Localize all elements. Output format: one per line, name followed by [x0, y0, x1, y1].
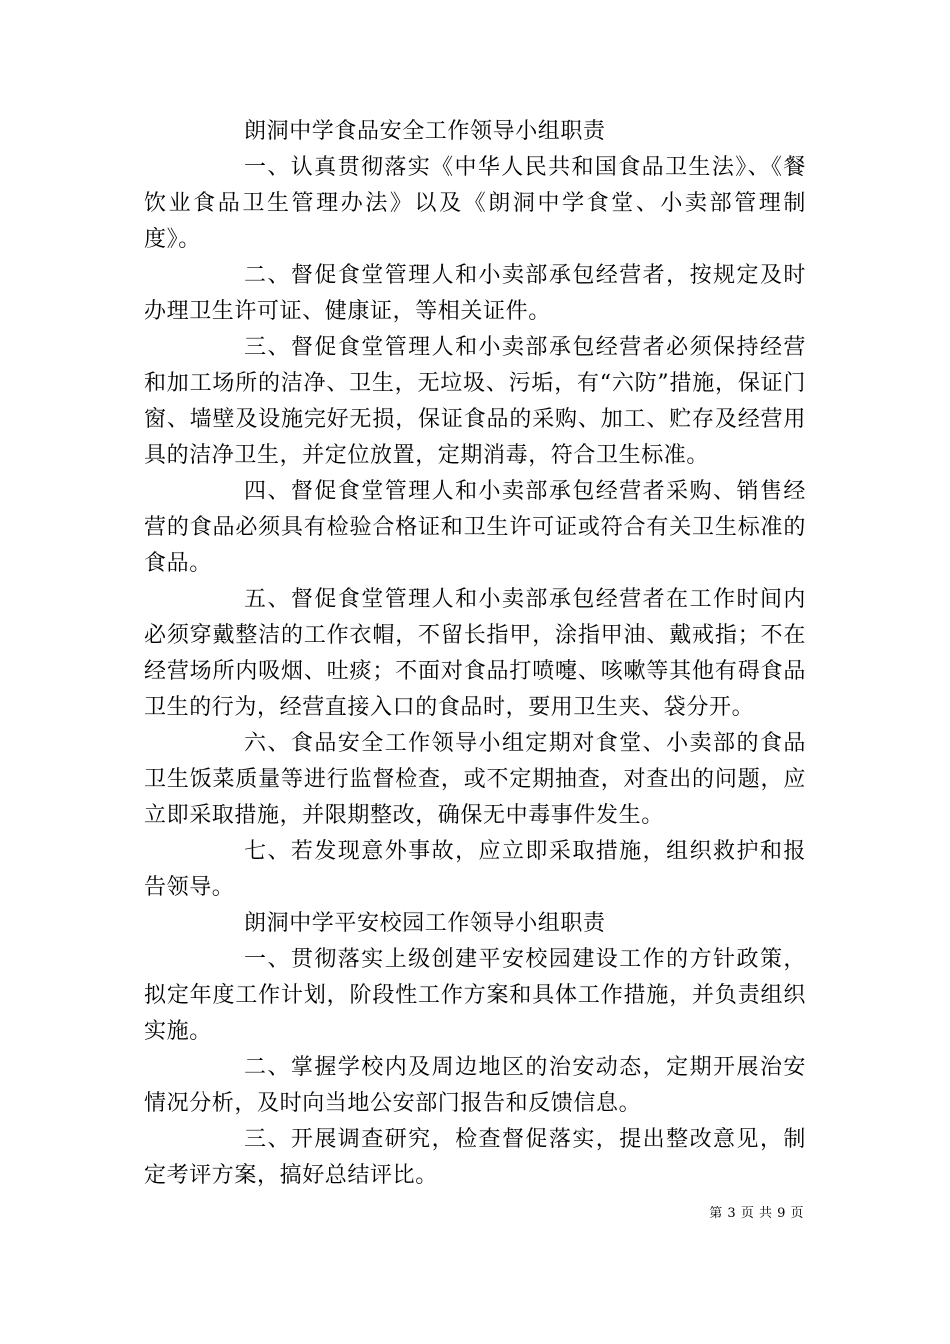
section-heading-food-safety: 朗洞中学食品安全工作领导小组职责 [244, 119, 606, 144]
paragraph: 二、督促食堂管理人和小卖部承包经营者，按规定及时办理卫生许可证、健康证，等相关证件。 [144, 263, 806, 324]
paragraph: 七、若发现意外事故，应立即采取措施，组织救护和报告领导。 [144, 839, 806, 900]
paragraph: 四、督促食堂管理人和小卖部承包经营者采购、销售经营的食品必须具有检验合格证和卫生许可证或符合有关卫生标准的食品。 [144, 479, 806, 576]
paragraph: 六、食品安全工作领导小组定期对食堂、小卖部的食品卫生饭菜质量等进行监督检查，或不定期抽查，对查出的问题，应立即采取措施，并限期整改，确保无中毒事件发生。 [144, 731, 806, 828]
paragraph: 三、督促食堂管理人和小卖部承包经营者必须保持经营和加工场所的洁净、卫生，无垃圾、污垢，有“六防”措施，保证门窗、墙壁及设施完好无损，保证食品的采购、加工、贮存及经营用具的洁净卫生，并定位放置，定期消毒，符合卫生标准。 [144, 335, 806, 468]
paragraph: 一、认真贯彻落实《中华人民共和国食品卫生法》、《餐饮业食品卫生管理办法》以及《朗洞中学食堂、小卖部管理制度》。 [144, 155, 806, 252]
paragraph: 三、开展调查研究，检查督促落实，提出整改意见，制定考评方案，搞好总结评比。 [144, 1127, 806, 1188]
paragraph: 五、督促食堂管理人和小卖部承包经营者在工作时间内必须穿戴整洁的工作衣帽，不留长指甲，涂指甲油、戴戒指；不在经营场所内吸烟、吐痰；不面对食品打喷嚏、咳嗽等其他有碍食品卫生的行为，经营直接入口的食品时，要用卫生夹、袋分开。 [144, 587, 806, 720]
section-heading-safe-campus: 朗洞中学平安校园工作领导小组职责 [244, 911, 606, 936]
paragraph: 二、掌握学校内及周边地区的治安动态，定期开展治安情况分析，及时向当地公安部门报告和反馈信息。 [144, 1055, 806, 1116]
page-number: 第 3 页 共 9 页 [709, 1206, 804, 1221]
paragraph: 一、贯彻落实上级创建平安校园建设工作的方针政策，拟定年度工作计划，阶段性工作方案和具体工作措施，并负责组织实施。 [144, 947, 806, 1044]
document-body [144, 114, 806, 1194]
